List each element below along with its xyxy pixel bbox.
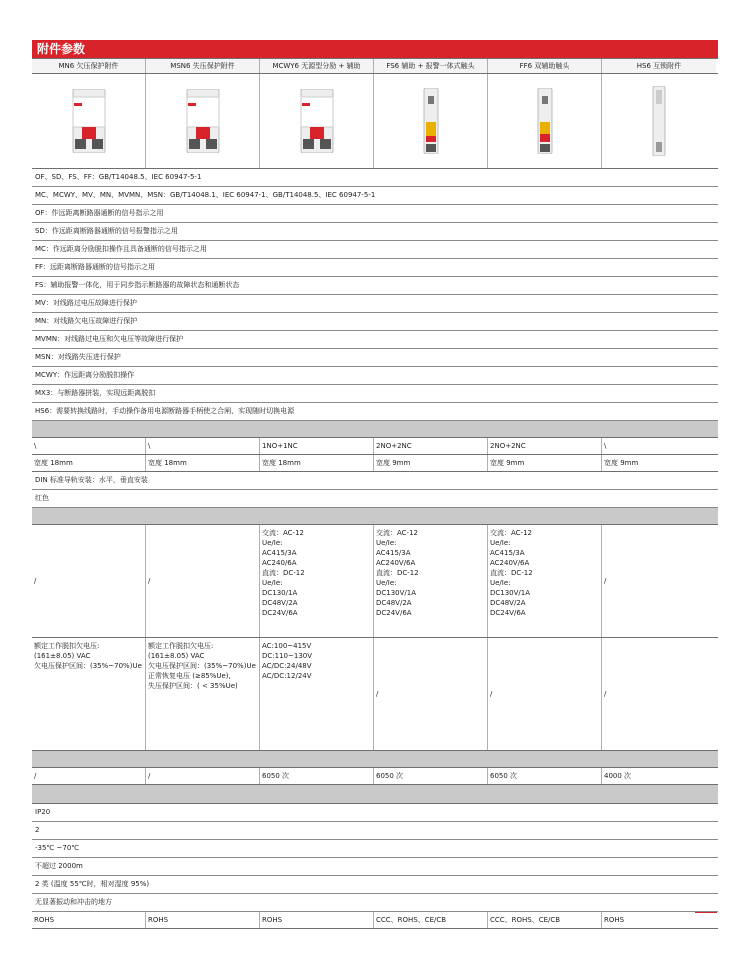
table-cell: \ [146, 438, 260, 454]
product-name: MSN6 失压保护附件 [146, 59, 260, 73]
protection-text: IP20 [32, 804, 718, 822]
pollution-text: 2 [32, 822, 718, 840]
spec-text: MSN：对线路失压进行保护 [32, 349, 718, 367]
table-cell: ROHS [604, 916, 625, 924]
install-text: DIN 标准导轨安装：水平，垂直安装 [32, 472, 718, 490]
spec-text: MC：作远距离分励脱扣操作且具备通断的信号指示之用 [32, 241, 718, 259]
product-header-row [32, 58, 718, 74]
table-cell: CCC、ROHS、CE/CB [374, 912, 488, 928]
table-cell: / [488, 638, 602, 750]
table-cell: / [604, 690, 607, 698]
table-cell: / [146, 525, 260, 637]
table-cell: 6050 次 [488, 768, 602, 784]
table-cell: 2NO+2NC [488, 438, 602, 454]
product-image [260, 74, 374, 168]
section-divider [32, 421, 718, 438]
table-cell: ROHS [260, 912, 374, 928]
spec-text: MN：对线路欠电压故障进行保护 [32, 313, 718, 331]
table-cell: ROHS [32, 912, 146, 928]
spec-text: SD：作远距离断路器通断的信号报警指示之用 [32, 223, 718, 241]
section-divider [32, 508, 718, 525]
spec-text: OF：作远距离断路器通断的信号指示之用 [32, 205, 718, 223]
table-cell: 交流：AC-12 Ue/Ie: AC415/3A AC240V/6A 直流：DC-12 Ue/Ie: DC130V/1A DC48V/2A DC24V/6A [374, 525, 488, 637]
table-cell: 宽度 9mm [488, 455, 602, 471]
product-name: HS6 互锁附件 [602, 59, 716, 73]
red-module-icon [72, 89, 106, 153]
spec-text: HS6：需要转换线路时，手动操作备用电源断路器手柄使之合闸，实现随时切换电源 [32, 403, 718, 421]
product-name: MN6 欠压保护附件 [32, 59, 146, 73]
ratings-row [32, 525, 718, 638]
table-cell: CCC、ROHS、CE/CB [488, 912, 602, 928]
table-cell: 宽度 18mm [260, 455, 374, 471]
table-cell: 交流：AC-12 Ue/Ie: AC415/3A AC240/6A 直流：DC-12 Ue/Ie: DC130/1A DC48V/2A DC24V/6A [260, 525, 374, 637]
slim-module-icon [537, 88, 553, 154]
cert-row [32, 912, 718, 929]
table-cell: 6050 次 [260, 768, 374, 784]
section-divider [32, 751, 718, 768]
table-cell: ROHS [146, 912, 260, 928]
table-cell: 2NO+2NC [374, 438, 488, 454]
spec-text: FF：远距离断路器通断的信号指示之用 [32, 259, 718, 277]
spec-text: MC、MCWY、MV、MN、MVMN、MSN：GB/T14048.1、IEC 60947-1、GB/T14048.5、IEC 60947-5-1 [32, 187, 718, 205]
table-cell: 交流：AC-12 Ue/Ie: AC415/3A AC240V/6A 直流：DC-12 Ue/Ie: DC130V/1A DC48V/2A DC24V/6A [488, 525, 602, 637]
spec-text: MV：对线路过电压故障进行保护 [32, 295, 718, 313]
product-image [32, 74, 146, 168]
section-divider [32, 785, 718, 804]
product-name: MCWY6 无源型分励 + 辅助 [260, 59, 374, 73]
table-cell: 宽度 9mm [374, 455, 488, 471]
table-cell: \ [604, 442, 607, 450]
product-image [602, 74, 716, 168]
section-title: 附件参数 [32, 40, 718, 58]
spec-text: MX3：与断路器拼装，实现远距离脱扣 [32, 385, 718, 403]
color-text: 红色 [32, 490, 718, 508]
life-row [32, 768, 718, 785]
humidity-text: 2 类 (温度 55℃时，相对湿度 95%) [32, 876, 718, 894]
spec-text: MVMN：对线路过电压和欠电压等故障进行保护 [32, 331, 718, 349]
table-cell: 宽度 18mm [32, 455, 146, 471]
temperature-text: -35℃ ~70℃ [32, 840, 718, 858]
table-cell: 4000 次 [604, 772, 632, 780]
accessory-parameter-sheet [32, 40, 718, 929]
table-cell: / [604, 577, 607, 585]
product-image [488, 74, 602, 168]
product-image [146, 74, 260, 168]
product-image [374, 74, 488, 168]
spec-text: MCWY：作远距离分励脱扣操作 [32, 367, 718, 385]
product-name: FF6 双辅助触头 [488, 59, 602, 73]
table-cell: / [146, 768, 260, 784]
table-cell: 1NO+1NC [260, 438, 374, 454]
interlock-module-icon [652, 86, 666, 156]
table-cell: 宽度 18mm [146, 455, 260, 471]
spec-text: OF、SD、FS、FF：GB/T14048.5、IEC 60947-5-1 [32, 169, 718, 187]
table-cell: 6050 次 [374, 768, 488, 784]
spec-text: FS：辅助报警一体化，用于同步指示断路器的故障状态和通断状态 [32, 277, 718, 295]
table-cell: 宽度 9mm [604, 459, 639, 467]
table-cell: AC:100~415V DC:110~130V AC/DC:24/48V AC/DC:12/24V [260, 638, 374, 750]
product-image-row [32, 74, 718, 169]
page-corner-mark [695, 912, 717, 913]
altitude-text: 不超过 2000m [32, 858, 718, 876]
table-cell: / [374, 638, 488, 750]
table-cell: 额定工作脱扣欠电压: (161±8.05) VAC 欠电压保护区间：(35%~70%)Ue [32, 638, 146, 750]
table-cell: / [32, 525, 146, 637]
table-cell: \ [32, 438, 146, 454]
voltage-row [32, 638, 718, 751]
contacts-row [32, 438, 718, 455]
table-cell: / [32, 768, 146, 784]
vibration-text: 无显著振动和冲击的地方 [32, 894, 718, 912]
slim-module-icon [423, 88, 439, 154]
table-cell: 额定工作脱扣欠电压: (161±8.05) VAC 欠电压保护区间：(35%~70%)Ue 正常恢复电压 (≥85%Ue), 失压保护区间：( < 35%Ue) [146, 638, 260, 750]
red-module-icon [300, 89, 334, 153]
red-module-icon [186, 89, 220, 153]
product-name: FS6 辅助 + 报警一体式触头 [374, 59, 488, 73]
width-row [32, 455, 718, 472]
